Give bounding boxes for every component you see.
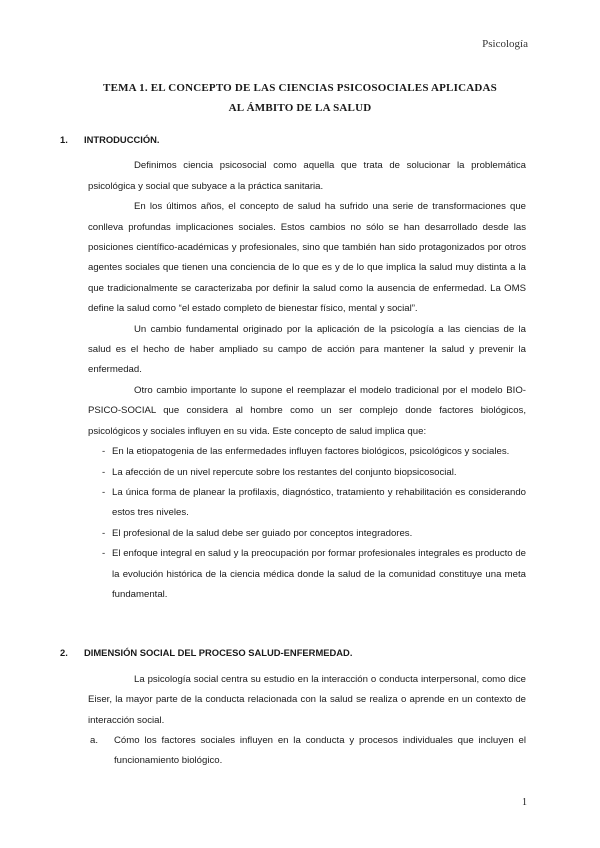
paragraph: Un cambio fundamental originado por la aplicación de la psicología a las ciencias de la salud es el hecho de haber ampliado su campo de acción para mantener la salud y prevenir la enfermedad.: [88, 323, 526, 376]
dash-bullet-icon: -: [102, 527, 106, 539]
page-number: 1: [522, 797, 527, 808]
list-item: - La única forma de planear la profilaxis, diagnóstico, tratamiento y rehabilitación es considerando estos tres niveles.: [60, 483, 526, 524]
section-2-heading: [60, 643, 526, 663]
document-body: [60, 130, 526, 772]
dash-bullet-icon: -: [102, 446, 106, 458]
paragraph: La psicología social centra su estudio en la interacción o conducta interpersonal, como dice Eiser, la mayor parte de la conducta relacionada con la salud se realiza o aprende en un contexto de interacción social.: [88, 673, 526, 726]
paragraph: En los últimos años, el concepto de salud ha sufrido una serie de transformaciones que conlleva profundas implicaciones sociales. Estos cambios no sólo se han desarrollado desde las posiciones científico-académicas y profesionales, sino que también han sido protagonizados por otros agentes sociales que tienen una conciencia de lo que es y de lo que implica la salud muy distinta a la que tradicionalmente se caracterizaba por definir la salud como la ausencia de enfermedad. La OMS define la salud como “el estado completo de bienestar físico, mental y social”.: [88, 201, 526, 315]
item-text: Cómo los factores sociales influyen en la conducta y procesos individuales que incluyen el funcionamiento biológico.: [114, 734, 526, 767]
list-item: - En la etiopatogenia de las enfermedades influyen factores biológicos, psicológicos y sociales.: [60, 442, 526, 462]
list-item: - La afección de un nivel repercute sobre los restantes del conjunto biopsicosocial.: [60, 463, 526, 483]
paragraph: Otro cambio importante lo supone el reemplazar el modelo tradicional por el modelo BIO-PSICO-SOCIAL que considera al hombre como un ser complejo donde factores biológicos, psicológicos y sociales influyen en su vida. Este concepto de salud implica que:: [88, 384, 526, 437]
item-letter: a.: [90, 734, 99, 746]
section-1-heading: [60, 130, 526, 150]
section-spacer: [60, 605, 526, 643]
title-line-2: AL ÁMBITO DE LA SALUD: [228, 102, 372, 114]
list-item: - El enfoque integral en salud y la preocupación por formar profesionales integrales es producto de la evolución histórica de la ciencia médica donde la salud de la comunidad constituye una meta fundamental.: [60, 544, 526, 605]
document-title: [88, 78, 512, 118]
lettered-item-a: [90, 731, 526, 772]
section-1-title: INTRODUCCIÓN.: [84, 134, 160, 145]
list-item: - El profesional de la salud debe ser guiado por conceptos integradores.: [60, 524, 526, 544]
section-2-title: DIMENSIÓN SOCIAL DEL PROCESO SALUD-ENFERMEDAD.: [84, 647, 353, 659]
dash-bullet-icon: -: [102, 548, 106, 560]
dash-bullet-icon: -: [102, 486, 106, 498]
dash-bullet-icon: -: [102, 466, 106, 478]
title-line-1: TEMA 1. EL CONCEPTO DE LAS CIENCIAS PSICOSOCIALES APLICADAS: [103, 82, 497, 94]
section-1-number: 1.: [60, 134, 68, 145]
page-header-label: Psicología: [482, 38, 528, 50]
bullet-list: [60, 442, 526, 605]
paragraph: Definimos ciencia psicosocial como aquella que trata de solucionar la problemática psicológica y social que subyace a la práctica sanitaria.: [88, 160, 526, 192]
section-2-number: 2.: [60, 647, 68, 659]
